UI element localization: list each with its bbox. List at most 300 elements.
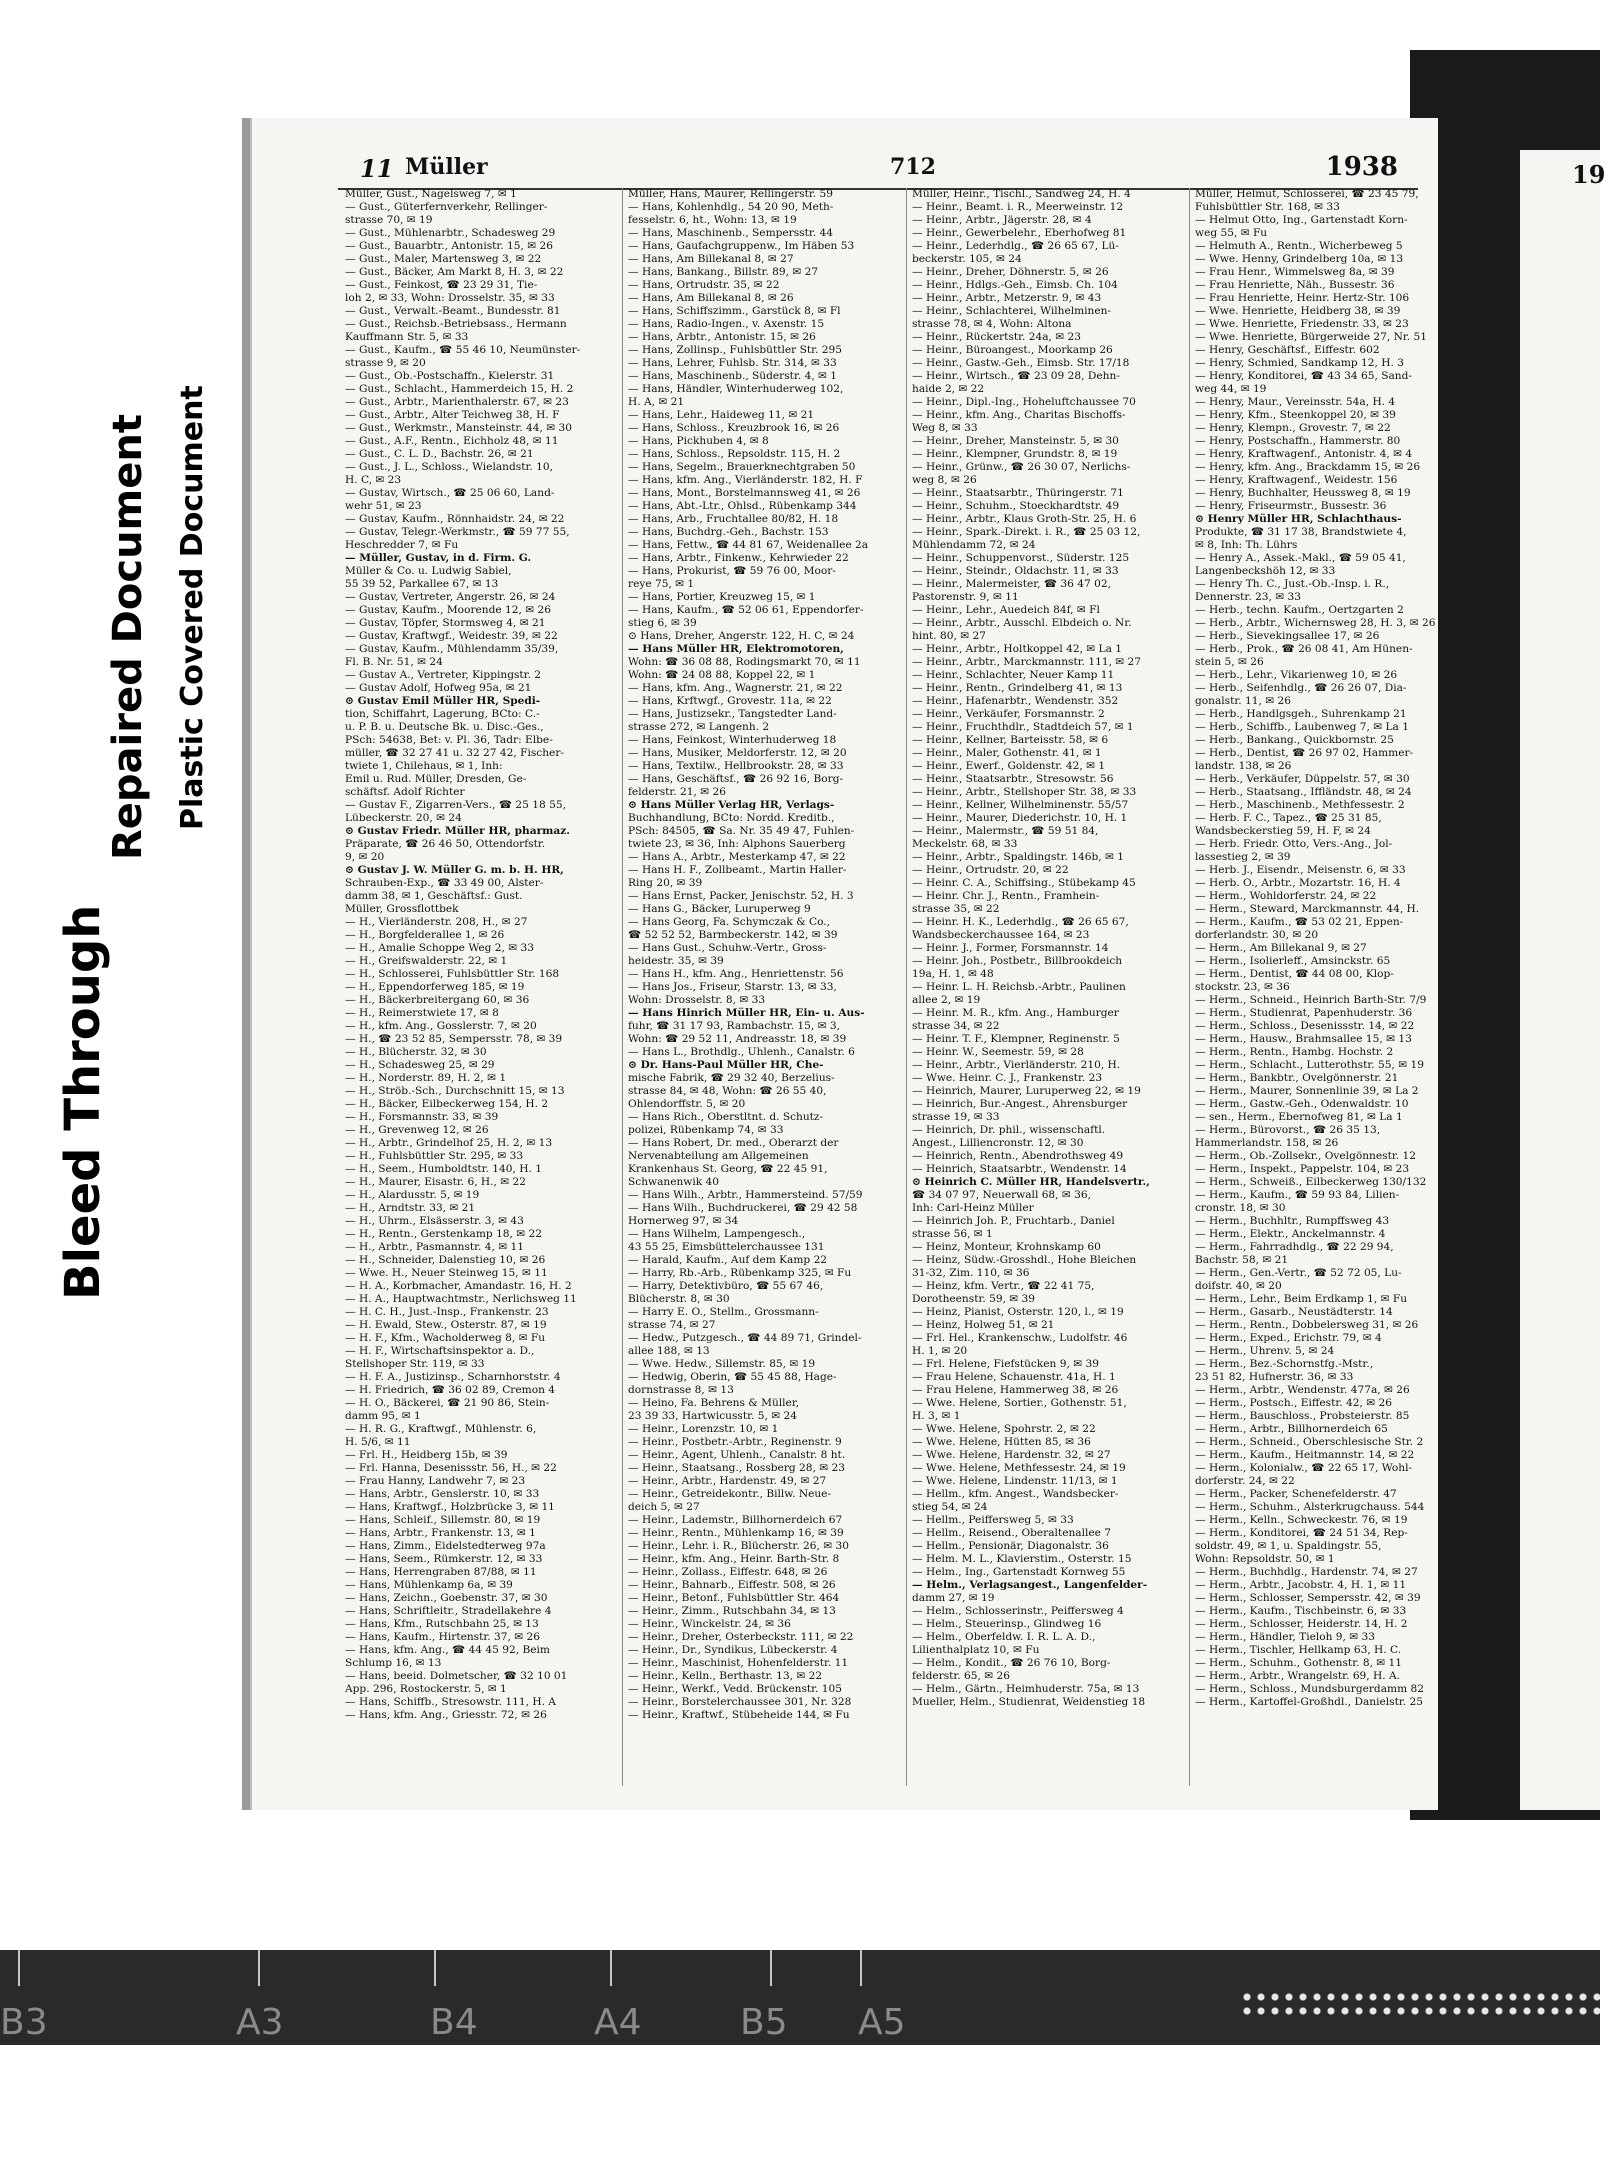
directory-entry: 19a, H. 1, ✉ 48 [912, 968, 994, 980]
directory-entry: — Hans, Radio-Ingen., v. Axenstr. 15 [628, 318, 825, 330]
directory-column-4 [1195, 188, 1473, 1786]
directory-entry: — Henry, Maur., Vereinsstr. 54a, H. 4 [1195, 396, 1396, 408]
directory-entry: — Herm., Schlosser, Sempersstr. 42, ✉ 39 [1195, 1592, 1421, 1604]
directory-entry: Hornerweg 97, ✉ 34 [628, 1215, 739, 1227]
directory-entry: — Gustav Adolf, Hofweg 95a, ✉ 21 [345, 682, 532, 694]
directory-entry: — H., Bäckerbreitergang 60, ✉ 36 [345, 994, 530, 1006]
directory-entry: App. 296, Rostockerstr. 5, ✉ 1 [345, 1683, 507, 1695]
directory-entry: — Hans, Arb., Fruchtallee 80/82, H. 18 [628, 513, 839, 525]
directory-entry: — Wwe. Henriette, Friedenstr. 33, ✉ 23 [1195, 318, 1409, 330]
directory-column-1 [345, 188, 623, 1786]
directory-entry: — Wwe. H., Neuer Steinweg 15, ✉ 11 [345, 1267, 548, 1279]
directory-entry: — Hans, Am Billekanal 8, ✉ 27 [628, 253, 794, 265]
directory-entry: — Hans Ernst, Packer, Jenischstr. 52, H. 3 [628, 890, 854, 902]
directory-entry: damm 27, ✉ 19 [912, 1592, 995, 1604]
directory-entry: Schwanenwik 40 [628, 1176, 720, 1188]
directory-entry: — Heinr. C. A., Schiffsing., Stübekamp 45 [912, 877, 1136, 889]
directory-entry: — Herm., Isolierleff., Amsinckstr. 65 [1195, 955, 1391, 967]
directory-entry: Müller, Hans, Maurer, Rellingerstr. 59 [628, 188, 834, 200]
directory-entry: — Helm., Ing., Gartenstadt Kornweg 55 [912, 1566, 1126, 1578]
directory-entry: — H. C. H., Just.-Insp., Frankenstr. 23 [345, 1306, 549, 1318]
directory-entry: — Gust., Arbtr., Alter Teichweg 38, H. F [345, 409, 560, 421]
directory-entry: allee 188, ✉ 13 [628, 1345, 710, 1357]
directory-entry: polizei, Rübenkamp 74, ✉ 33 [628, 1124, 784, 1136]
directory-entry: — Herm., Kolonialw., ☎ 22 65 17, Wohl- [1195, 1462, 1413, 1474]
directory-entry: — Gustav F., Zigarren-Vers., ☎ 25 18 55, [345, 799, 566, 811]
directory-entry: — H., Arbtr., Pasmannstr. 4, ✉ 11 [345, 1241, 524, 1253]
directory-entry: — Henry, Kfm., Steenkoppel 20, ✉ 39 [1195, 409, 1396, 421]
directory-entry: Dennerstr. 23, ✉ 33 [1195, 591, 1302, 603]
directory-entry: — Heinr., Dreher, Mansteinstr. 5, ✉ 30 [912, 435, 1119, 447]
directory-entry: — Hans L., Brothdlg., Uhlenh., Canalstr. 6 [628, 1046, 855, 1058]
directory-entry: — Heinr. J., Former, Forsmannstr. 14 [912, 942, 1109, 954]
directory-entry: — Harry, Detektivbüro, ☎ 55 67 46, [628, 1280, 824, 1292]
directory-entry: ☎ 52 52 52, Barmbeckerstr. 142, ✉ 39 [628, 929, 838, 941]
directory-entry: — Herm., Bankbtr., Ovelgönnerstr. 21 [1195, 1072, 1399, 1084]
directory-entry: — Frl. Helene, Fiefstücken 9, ✉ 39 [912, 1358, 1099, 1370]
directory-entry: — Frau Henriette, Heinr. Hertz-Str. 106 [1195, 292, 1410, 304]
directory-entry: 55 39 52, Parkallee 67, ✉ 13 [345, 578, 499, 590]
directory-entry: Produkte, ☎ 31 17 38, Brandstwiete 4, [1195, 526, 1407, 538]
directory-entry: — Hans H., kfm. Ang., Henriettenstr. 56 [628, 968, 844, 980]
directory-entry: — Henry, Friseurmstr., Bussestr. 36 [1195, 500, 1387, 512]
directory-entry: ⊙ Gustav J. W. Müller G. m. b. H. HR, [345, 864, 564, 876]
directory-entry: — H., Eppendorferweg 185, ✉ 19 [345, 981, 525, 993]
directory-entry: ✉ 8, Inh: Th. Lührs [1195, 539, 1298, 551]
directory-entry: Meckelstr. 68, ✉ 33 [912, 838, 1018, 850]
directory-entry: — Gustav A., Vertreter, Kippingstr. 2 [345, 669, 542, 681]
directory-entry: — Herb., Arbtr., Wichernsweg 28, H. 3, ✉ 26 [1195, 617, 1436, 629]
directory-entry: — Herm., Hausw., Brahmsallee 15, ✉ 13 [1195, 1033, 1412, 1045]
directory-entry: haide 2, ✉ 22 [912, 383, 985, 395]
directory-entry: — Heinr., Arbtr., Spaldingstr. 146b, ✉ 1 [912, 851, 1125, 863]
directory-entry: felderstr. 21, ✉ 26 [628, 786, 726, 798]
directory-entry: — H. F., Kfm., Wacholderweg 8, ✉ Fu [345, 1332, 546, 1344]
directory-entry: — sen., Herm., Ebernofweg 81, ✉ La 1 [1195, 1111, 1403, 1123]
directory-entry: felderstr. 65, ✉ 26 [912, 1670, 1010, 1682]
directory-entry: — Heinz, Monteur, Krohnskamp 60 [912, 1241, 1101, 1253]
directory-entry: — Heinr., Staatsarbtr., Stresowstr. 56 [912, 773, 1114, 785]
directory-entry: — Hans, Musiker, Meldorferstr. 12, ✉ 20 [628, 747, 847, 759]
directory-entry: — Herm., Fahrradhdlg., ☎ 22 29 94, [1195, 1241, 1394, 1253]
directory-entry: doifstr. 40, ✉ 20 [1195, 1280, 1282, 1292]
directory-entry: — H., Seem., Humboldtstr. 140, H. 1 [345, 1163, 542, 1175]
directory-entry: — H., Alardusstr. 5, ✉ 19 [345, 1189, 480, 1201]
directory-entry: — Hellm., Peiffersweg 5, ✉ 33 [912, 1514, 1074, 1526]
directory-entry: strasse 272, ✉ Langenh. 2 [628, 721, 770, 733]
directory-page [242, 118, 1438, 1810]
directory-entry: — Harry, Rb.-Arb., Rübenkamp 325, ✉ Fu [628, 1267, 852, 1279]
directory-entry: weg 55, ✉ Fu [1195, 227, 1268, 239]
directory-entry: ⊙ Hans, Dreher, Angerstr. 122, H. C, ✉ 24 [628, 630, 855, 642]
directory-entry: — Helm., Verlagsangest., Langenfelder- [912, 1579, 1148, 1591]
directory-entry: — Herm., Arbtr., Billhornerdeich 65 [1195, 1423, 1388, 1435]
directory-entry: — Hans, Arbtr., Antonistr. 15, ✉ 26 [628, 331, 816, 343]
directory-entry: Langenbeckshöh 12, ✉ 33 [1195, 565, 1336, 577]
page-year: 1938 [1325, 152, 1398, 182]
directory-entry: — Herm., Schneid., Oberschlesische Str. 2 [1195, 1436, 1424, 1448]
directory-entry: — Herm., Steward, Marckmannstr. 44, H. [1195, 903, 1420, 915]
directory-entry: — Gustav, Wirtsch., ☎ 25 06 60, Land- [345, 487, 555, 499]
directory-entry: — Wwe. Helene, Lindenstr. 11/13, ✉ 1 [912, 1475, 1118, 1487]
directory-entry: — H., Vierländerstr. 208, H., ✉ 27 [345, 916, 528, 928]
directory-entry: — Hans, Schleif., Sillemstr. 80, ✉ 19 [345, 1514, 541, 1526]
directory-entry: — Heinr., Klempner, Grundstr. 8, ✉ 19 [912, 448, 1118, 460]
directory-entry: — Hans, Arbtr., Genslerstr. 10, ✉ 33 [345, 1488, 540, 1500]
directory-entry: strasse 56, ✉ 1 [912, 1228, 993, 1240]
ruler-label: A4 [594, 2002, 642, 2043]
directory-entry: — Hedwig, Oberin, ☎ 55 45 88, Hage- [628, 1371, 837, 1383]
directory-entry: — Hans, Portier, Kreuzweg 15, ✉ 1 [628, 591, 816, 603]
directory-entry: — H., Arndtstr. 33, ✉ 21 [345, 1202, 476, 1214]
directory-entry: — Frl. Hel., Krankenschw., Ludolfstr. 46 [912, 1332, 1128, 1344]
directory-entry: — Hans, Prokurist, ☎ 59 76 00, Moor- [628, 565, 836, 577]
directory-entry: — Heinr., Agent, Uhlenh., Canalstr. 8 ht. [628, 1449, 846, 1461]
directory-entry: reye 75, ✉ 1 [628, 578, 695, 590]
directory-entry: ☎ 34 07 97, Neuerwall 68, ✉ 36, [912, 1189, 1092, 1201]
directory-entry: — Helm., Steuerinsp., Glindweg 16 [912, 1618, 1102, 1630]
directory-entry: — H. F. A., Justizinsp., Scharnhorststr. 4 [345, 1371, 561, 1383]
directory-entry: — Herb., Seifenhdlg., ☎ 26 26 07, Dia- [1195, 682, 1407, 694]
directory-entry: — H., Forsmannstr. 33, ✉ 39 [345, 1111, 499, 1123]
directory-entry: — Heinr., Staatsang., Rossberg 28, ✉ 23 [628, 1462, 845, 1474]
directory-entry: — Heinr., Rückertstr. 24a, ✉ 23 [912, 331, 1082, 343]
directory-entry: — Wwe. Henriette, Heidberg 38, ✉ 39 [1195, 305, 1401, 317]
directory-entry: — Heinr., Rentn., Mühlenkamp 16, ✉ 39 [628, 1527, 844, 1539]
directory-entry: — Hans, Ortrudstr. 35, ✉ 22 [628, 279, 780, 291]
directory-entry: — Hans Müller HR, Elektromotoren, [628, 643, 844, 655]
directory-entry: — Müller, Gustav, in d. Firm. G. [345, 552, 532, 564]
directory-entry: — Gust., Arbtr., Marienthalerstr. 67, ✉ 23 [345, 396, 569, 408]
directory-entry: — Herm., Schuhm., Alsterkrugchauss. 544 [1195, 1501, 1425, 1513]
directory-entry: strasse 19, ✉ 33 [912, 1111, 1000, 1123]
directory-entry: — Hans, Kaufm., ☎ 52 06 61, Eppendorfer- [628, 604, 864, 616]
directory-entry: — Henry Th. C., Just.-Ob.-Insp. i. R., [1195, 578, 1390, 590]
directory-entry: damm 38, ✉ 1, Geschäftsf.: Gust. [345, 890, 523, 902]
directory-entry: — Herm., Schloss., Mundsburgerdamm 82 [1195, 1683, 1424, 1695]
directory-entry: schäftsf. Adolf Richter [345, 786, 465, 798]
directory-entry: — Herm., Kaufm., Heitmannstr. 14, ✉ 22 [1195, 1449, 1415, 1461]
directory-entry: — Hans, Zeichn., Goebenstr. 37, ✉ 30 [345, 1592, 548, 1604]
directory-entry: — H., Grevenweg 12, ✉ 26 [345, 1124, 489, 1136]
directory-entry: — Herm., Kelln., Schweckestr. 76, ✉ 19 [1195, 1514, 1408, 1526]
directory-entry: — Frau Henr., Wimmelsweg 8a, ✉ 39 [1195, 266, 1395, 278]
directory-entry: tion, Schiffahrt, Lagerung, BCto: C.- [345, 708, 540, 720]
directory-entry: Schlump 16, ✉ 13 [345, 1657, 442, 1669]
directory-entry: weg 44, ✉ 19 [1195, 383, 1267, 395]
directory-entry: soldstr. 49, ✉ 1, u. Spaldingstr. 55, [1195, 1540, 1382, 1552]
directory-entry: — Herm., Konditorei, ☎ 24 51 34, Rep- [1195, 1527, 1408, 1539]
directory-entry: Wohn: Drosselstr. 8, ✉ 33 [628, 994, 766, 1006]
directory-entry: — Heinr., Gewerbelehr., Eberhofweg 81 [912, 227, 1127, 239]
directory-entry: — Helm., Gärtn., Heimhuderstr. 75a, ✉ 13 [912, 1683, 1140, 1695]
directory-column-3 [912, 188, 1190, 1786]
directory-entry: Krankenhaus St. Georg, ☎ 22 45 91, [628, 1163, 828, 1175]
directory-entry: — Herm., Schlacht., Lutterothstr. 55, ✉ 19 [1195, 1059, 1424, 1071]
directory-entry: — Hans, Schriftleitr., Stradellakehre 4 [345, 1605, 552, 1617]
ruler-label: B4 [430, 2002, 478, 2043]
directory-entry: — H., Blücherstr. 32, ✉ 30 [345, 1046, 487, 1058]
directory-entry: — Harry E. O., Stellm., Grossmann- [628, 1306, 819, 1318]
directory-entry: — Hans, Feinkost, Winterhuderweg 18 [628, 734, 837, 746]
directory-entry: — Henry, kfm. Ang., Brackdamm 15, ✉ 26 [1195, 461, 1421, 473]
directory-entry: — Hans, Lehr., Haideweg 11, ✉ 21 [628, 409, 815, 421]
directory-entry: — Hans, Kohlenhdlg., 54 20 90, Meth- [628, 201, 834, 213]
directory-entry: — Gust., Reichsb.-Betriebsass., Hermann [345, 318, 567, 330]
directory-entry: — Herm., Arbtr., Wrangelstr. 69, H. A. [1195, 1670, 1401, 1682]
directory-entry: — Heinr., Kellner, Wilhelminenstr. 55/57 [912, 799, 1129, 811]
directory-entry: — Heinr., Dr., Syndikus, Lübeckerstr. 4 [628, 1644, 838, 1656]
directory-entry: Müller, Helmut, Schlosserei, ☎ 23 45 79, [1195, 188, 1419, 200]
directory-entry: — Henry, Postschaffn., Hammerstr. 80 [1195, 435, 1401, 447]
directory-entry: PSch: 54638, Bet: v. Pl. 36, Tadr: Elbe- [345, 734, 553, 746]
directory-entry: — Frl. H., Heidberg 15b, ✉ 39 [345, 1449, 508, 1461]
directory-entry: — Heinr. Joh., Postbetr., Billbrookdeich [912, 955, 1123, 967]
directory-entry: — Heinr., Kraftwf., Stübeheide 144, ✉ Fu [628, 1709, 850, 1721]
directory-entry: — Herm., Buchhdlg., Hardenstr. 74, ✉ 27 [1195, 1566, 1418, 1578]
directory-entry: — Hans, Mont., Borstelmannsweg 41, ✉ 26 [628, 487, 861, 499]
directory-entry: — Heinr., Verkäufer, Forsmannstr. 2 [912, 708, 1105, 720]
directory-entry: Inh: Carl-Heinz Müller [912, 1202, 1034, 1214]
directory-entry: Wohn: ☎ 24 08 88, Koppel 22, ✉ 1 [628, 669, 816, 681]
directory-entry: — H., Amalie Schoppe Weg 2, ✉ 33 [345, 942, 534, 954]
directory-entry: — Gust., Kaufm., ☎ 55 46 10, Neumünster- [345, 344, 581, 356]
directory-entry: Schrauben-Exp., ☎ 33 49 00, Alster- [345, 877, 544, 889]
directory-entry: — Gust., Schlacht., Hammerdeich 15, H. 2 [345, 383, 574, 395]
directory-entry: Bachstr. 58, ✉ 21 [1195, 1254, 1289, 1266]
directory-entry: — Heinz, Südw.-Grosshdl., Hohe Bleichen [912, 1254, 1137, 1266]
directory-entry: — Heinr. T. F., Klempner, Reginenstr. 5 [912, 1033, 1120, 1045]
directory-entry: 43 55 25, Eimsbüttelerchaussee 131 [628, 1241, 825, 1253]
directory-entry: Buchhandlung, BCto: Nordd. Kreditb., [628, 812, 835, 824]
directory-entry: — Hans, Am Billekanal 8, ✉ 26 [628, 292, 794, 304]
directory-entry: — H., ☎ 23 52 85, Sempersstr. 78, ✉ 39 [345, 1033, 563, 1045]
directory-entry: — Herm., Ob.-Zollsekr., Ovelgönnestr. 12 [1195, 1150, 1416, 1162]
directory-entry: — Heinr., Bahnarb., Eiffestr. 508, ✉ 26 [628, 1579, 836, 1591]
directory-entry: — Heinr., Kellner, Barteisstr. 58, ✉ 6 [912, 734, 1109, 746]
directory-entry: — Hans, kfm. Ang., Vierländerstr. 182, H. F [628, 474, 863, 486]
directory-entry: — Heinr., Beamt. i. R., Meerweinstr. 12 [912, 201, 1124, 213]
directory-entry: — Hans, kfm. Ang., Griesstr. 72, ✉ 26 [345, 1709, 547, 1721]
directory-entry: — Hans, Lehrer, Fuhlsb. Str. 314, ✉ 33 [628, 357, 837, 369]
directory-entry: — Heinz, Holweg 51, ✉ 21 [912, 1319, 1055, 1331]
directory-entry: — Henry, Konditorei, ☎ 43 34 65, Sand- [1195, 370, 1412, 382]
directory-entry: — Harald, Kaufm., Auf dem Kamp 22 [628, 1254, 828, 1266]
directory-entry: — Heinrich, Bur.-Angest., Ahrensburger [912, 1098, 1128, 1110]
directory-entry: — Frau Helene, Schauenstr. 41a, H. 1 [912, 1371, 1116, 1383]
directory-entry: — Heinr., Postbetr.-Arbtr., Reginenstr. 9 [628, 1436, 842, 1448]
directory-entry: — Heinr., Lehr. i. R., Blücherstr. 26, ✉ 30 [628, 1540, 849, 1552]
directory-entry: — Heinr., Lademstr., Billhornerdeich 67 [628, 1514, 843, 1526]
directory-entry: — Frau Hanny, Landwehr 7, ✉ 23 [345, 1475, 526, 1487]
directory-entry: wehr 51, ✉ 23 [345, 500, 422, 512]
directory-entry: strasse 74, ✉ 27 [628, 1319, 716, 1331]
directory-entry: — Hellm., Reisend., Oberaltenallee 7 [912, 1527, 1112, 1539]
directory-entry: hint. 80, ✉ 27 [912, 630, 986, 642]
directory-entry: — Heinr., Werkf., Vedd. Brückenstr. 105 [628, 1683, 843, 1695]
directory-entry: H. 3, ✉ 1 [912, 1410, 961, 1422]
directory-entry: — Hans, Textilw., Hellbrookstr. 28, ✉ 33 [628, 760, 844, 772]
directory-entry: deich 5, ✉ 27 [628, 1501, 700, 1513]
directory-entry: — Herb. O., Arbtr., Mozartstr. 16, H. 4 [1195, 877, 1401, 889]
directory-entry: H. 5/6, ✉ 11 [345, 1436, 411, 1448]
directory-entry: cronstr. 18, ✉ 30 [1195, 1202, 1286, 1214]
directory-entry: — Gust., Werkmstr., Mansteinstr. 44, ✉ 30 [345, 422, 572, 434]
directory-entry: Müller, Grossflottbek [345, 903, 459, 915]
directory-entry: — Wwe. Heinr. C. J., Frankenstr. 23 [912, 1072, 1103, 1084]
directory-entry: — Herm., Schneid., Heinrich Barth-Str. 7/9 [1195, 994, 1427, 1006]
directory-entry: — Hans, Kraftwgf., Holzbrücke 3, ✉ 11 [345, 1501, 555, 1513]
directory-entry: — Hans, Seem., Rümkerstr. 12, ✉ 33 [345, 1553, 543, 1565]
directory-entry: dornstrasse 8, ✉ 13 [628, 1384, 734, 1396]
directory-entry: — Hans Wilhelm, Lampengesch., [628, 1228, 806, 1240]
directory-entry: — Helm., Schlosserinstr., Peiffersweg 4 [912, 1605, 1124, 1617]
directory-entry: — Hans, kfm. Ang., Wagnerstr. 21, ✉ 22 [628, 682, 843, 694]
directory-entry: Wohn: Repsoldstr. 50, ✉ 1 [1195, 1553, 1335, 1565]
directory-entry: PSch: 84505, ☎ Sa. Nr. 35 49 47, Fuhlen- [628, 825, 855, 837]
ruler-label: B5 [740, 2002, 788, 2043]
directory-entry: — Heinr., Gastw.-Geh., Eimsb. Str. 17/18 [912, 357, 1130, 369]
directory-entry: Fuhlsbüttler Str. 168, ✉ 33 [1195, 201, 1340, 213]
directory-entry: — Henry, Kraftwagenf., Antonistr. 4, ✉ 4 [1195, 448, 1413, 460]
directory-entry: — Heinr., Zollass., Eiffestr. 648, ✉ 26 [628, 1566, 828, 1578]
directory-entry: — Hans, Geschäftsf., ☎ 26 92 16, Borg- [628, 773, 844, 785]
directory-entry: — Frau Helene, Hammerweg 38, ✉ 26 [912, 1384, 1119, 1396]
directory-entry: twiete 23, ✉ 36, Inh: Alphons Sauerberg [628, 838, 846, 850]
directory-entry: 31-32, Zim. 110, ✉ 36 [912, 1267, 1030, 1279]
directory-entry: Kauffmann Str. 5, ✉ 33 [345, 331, 469, 343]
directory-entry: — Heinr., Malermeister, ☎ 36 47 02, [912, 578, 1111, 590]
page-number: 712 [890, 154, 936, 180]
directory-entry: ⊙ Gustav Friedr. Müller HR, pharmaz. [345, 825, 570, 837]
directory-entry: strasse 78, ✉ 4, Wohn: Altona [912, 318, 1072, 330]
directory-entry: — Hans, Kaufm., Hirtenstr. 37, ✉ 26 [345, 1631, 540, 1643]
directory-entry: Müller, Gust., Nagelsweg 7, ✉ 1 [345, 188, 517, 200]
directory-entry: Mueller, Helm., Studienrat, Weidenstieg 18 [912, 1696, 1146, 1708]
directory-entry: — H., Bäcker, Eilbeckerweg 154, H. 2 [345, 1098, 549, 1110]
directory-entry: — Hans, Maschinenb., Süderstr. 4, ✉ 1 [628, 370, 838, 382]
directory-entry: — Heinr. Chr. J., Rentn., Framhein- [912, 890, 1100, 902]
directory-entry: — Henry, Schmied, Sandkamp 12, H. 3 [1195, 357, 1404, 369]
directory-entry: — Wwe. Helene, Spohrstr. 2, ✉ 22 [912, 1423, 1096, 1435]
directory-entry: strasse 35, ✉ 22 [912, 903, 1000, 915]
directory-entry: — Herm., Händler, Tieloh 9, ✉ 33 [1195, 1631, 1376, 1643]
directory-entry: — Henry A., Assek.-Makl., ☎ 59 05 41, [1195, 552, 1406, 564]
directory-entry: — Heino, Fa. Behrens & Müller, [628, 1397, 800, 1409]
directory-entry: 9, ✉ 20 [345, 851, 385, 863]
directory-entry: — Herm., Rentn., Hambg. Hochstr. 2 [1195, 1046, 1394, 1058]
directory-entry: müller, ☎ 32 27 41 u. 32 27 42, Fischer- [345, 747, 564, 759]
directory-entry: — H. Friedrich, ☎ 36 02 89, Cremon 4 [345, 1384, 555, 1396]
directory-entry: — H., Arbtr., Grindelhof 25, H. 2, ✉ 13 [345, 1137, 553, 1149]
directory-entry: — Herm., Bez.-Schornstfg.-Mstr., [1195, 1358, 1374, 1370]
directory-entry: dorferstr. 24, ✉ 22 [1195, 1475, 1295, 1487]
directory-entry: — Heinr., Arbtr., Vierländerstr. 210, H. [912, 1059, 1121, 1071]
directory-entry: — Hans, Schloss., Repsoldstr. 115, H. 2 [628, 448, 841, 460]
directory-entry: H. 1, ✉ 20 [912, 1345, 968, 1357]
directory-entry: — Heinrich, Rentn., Abendrothsweg 49 [912, 1150, 1124, 1162]
directory-entry: — Herm., Dentist, ☎ 44 08 00, Klop- [1195, 968, 1394, 980]
directory-entry: — Hans Rich., Oberstltnt. d. Schutz- [628, 1111, 824, 1123]
directory-entry: Wohn: ☎ 29 52 11, Andreasstr. 18, ✉ 39 [628, 1033, 847, 1045]
directory-entry: — Henry, Buchhalter, Heussweg 8, ✉ 19 [1195, 487, 1411, 499]
directory-entry: — Herm., Arbtr., Jacobstr. 4, H. 1, ✉ 11 [1195, 1579, 1407, 1591]
directory-column-2 [628, 188, 906, 1786]
directory-entry: — Heinrich, Staatsarbtr., Wendenstr. 14 [912, 1163, 1127, 1175]
directory-entry: Ohlendorffstr. 5, ✉ 20 [628, 1098, 746, 1110]
directory-entry: Blücherstr. 8, ✉ 30 [628, 1293, 730, 1305]
directory-entry: stein 5, ✉ 26 [1195, 656, 1264, 668]
directory-entry: — Herb., Prok., ☎ 26 08 41, Am Hünen- [1195, 643, 1413, 655]
directory-entry: — Hellm., kfm. Angest., Wandsbecker- [912, 1488, 1119, 1500]
directory-entry: — Heinr., Lehr., Auedeich 84f, ✉ Fl [912, 604, 1100, 616]
directory-entry: — Herm., Exped., Erichstr. 79, ✉ 4 [1195, 1332, 1382, 1344]
directory-entry: — H. A., Hauptwachtmstr., Nerlichsweg 11 [345, 1293, 577, 1305]
directory-entry: — Hans, kfm. Ang., ☎ 44 45 92, Beim [345, 1644, 550, 1656]
directory-entry: — Herm., Tischler, Hellkamp 63, H. C. [1195, 1644, 1402, 1656]
page-header [250, 140, 1438, 183]
directory-entry: — Herb., Staatsang., Iffländstr. 48, ✉ 24 [1195, 786, 1412, 798]
directory-entry: — Hans, Schiffszimm., Garstück 8, ✉ Fl [628, 305, 841, 317]
directory-entry: — Heinr., Arbtr., Holtkoppel 42, ✉ La 1 [912, 643, 1123, 655]
directory-entry: — H. R. G., Kraftwgf., Mühlenstr. 6, [345, 1423, 537, 1435]
directory-entry: ⊙ Gustav Emil Müller HR, Spedi- [345, 695, 541, 707]
directory-entry: — H., Fuhlsbüttler Str. 295, ✉ 33 [345, 1150, 524, 1162]
directory-entry: — Gust., Feinkost, ☎ 23 29 31, Tie- [345, 279, 538, 291]
directory-entry: — Heinr., Maler, Gothenstr. 41, ✉ 1 [912, 747, 1102, 759]
directory-entry: — Gustav, Vertreter, Angerstr. 26, ✉ 24 [345, 591, 556, 603]
directory-entry: Pastorenstr. 9, ✉ 11 [912, 591, 1019, 603]
directory-entry: Stellshoper Str. 119, ✉ 33 [345, 1358, 485, 1370]
directory-entry: — Herm., Rentn., Dobbelersweg 31, ✉ 26 [1195, 1319, 1419, 1331]
directory-entry: — Heinr., Lorenzstr. 10, ✉ 1 [628, 1423, 779, 1435]
directory-entry: Wandsbeckerstieg 59, H. F, ✉ 24 [1195, 825, 1371, 837]
directory-entry: twiete 1, Chilehaus, ✉ 1, Inh: [345, 760, 503, 772]
directory-entry: — Helm. M. L., Klavierstim., Osterstr. 15 [912, 1553, 1132, 1565]
directory-entry: — Herm., Gen.-Vertr., ☎ 52 72 05, Lu- [1195, 1267, 1402, 1279]
directory-entry: Wohn: ☎ 36 08 88, Rodingsmarkt 70, ✉ 11 [628, 656, 861, 668]
directory-entry: — H., Schneider, Dalenstieg 10, ✉ 26 [345, 1254, 546, 1266]
directory-entry: stieg 6, ✉ 39 [628, 617, 697, 629]
directory-entry: — Heinr. M. R., kfm. Ang., Hamburger [912, 1007, 1119, 1019]
directory-entry: ⊙ Heinrich C. Müller HR, Handelsvertr., [912, 1176, 1150, 1188]
directory-entry: — Heinr., kfm. Ang., Heinr. Barth-Str. 8 [628, 1553, 840, 1565]
directory-entry: strasse 84, ✉ 48, Wohn: ☎ 26 55 40, [628, 1085, 827, 1097]
directory-entry: — Herm., Elektr., Anckelmannstr. 4 [1195, 1228, 1386, 1240]
directory-entry: H. A, ✉ 21 [628, 396, 685, 408]
directory-entry: — Heinr., Dreher, Osterbeckstr. 111, ✉ 22 [628, 1631, 854, 1643]
directory-entry: — H. F., Wirtschaftsinspektor a. D., [345, 1345, 535, 1357]
directory-entry: — H., Norderstr. 89, H. 2, ✉ 1 [345, 1072, 507, 1084]
directory-entry: — Hans, Mühlenkamp 6a, ✉ 39 [345, 1579, 513, 1591]
directory-entry: — Herm., Bauschloss., Probsteierstr. 85 [1195, 1410, 1410, 1422]
directory-entry: — Heinr., Dreher, Döhnerstr. 5, ✉ 26 [912, 266, 1109, 278]
directory-entry: — Hans, Abt.-Ltr., Ohlsd., Rübenkamp 344 [628, 500, 857, 512]
directory-entry: stieg 54, ✉ 24 [912, 1501, 988, 1513]
directory-entry: weg 8, ✉ 26 [912, 474, 977, 486]
directory-entry: — Hans, Gaufachgruppenw., Im Häben 53 [628, 240, 855, 252]
directory-entry: — Gustav, Töpfer, Stormsweg 4, ✉ 21 [345, 617, 546, 629]
directory-entry: — Heinr., Getreidekontr., Billw. Neue- [628, 1488, 832, 1500]
directory-entry: — Heinr., Borstelerchaussee 301, Nr. 328 [628, 1696, 852, 1708]
directory-entry: Weg 8, ✉ 33 [912, 422, 978, 434]
directory-entry: Angest., Lilliencronstr. 12, ✉ 30 [912, 1137, 1084, 1149]
directory-entry: — Herm., Studienrat, Papenhuderstr. 36 [1195, 1007, 1413, 1019]
directory-entry: — Heinr., Zimm., Rutschbahn 34, ✉ 13 [628, 1605, 836, 1617]
directory-entry: — Herb. J., Eisendr., Meisenstr. 6, ✉ 33 [1195, 864, 1406, 876]
directory-entry: — H., Rentn., Gerstenkamp 18, ✉ 22 [345, 1228, 543, 1240]
directory-entry: — Herm., Bürovorst., ☎ 26 35 13, [1195, 1124, 1381, 1136]
